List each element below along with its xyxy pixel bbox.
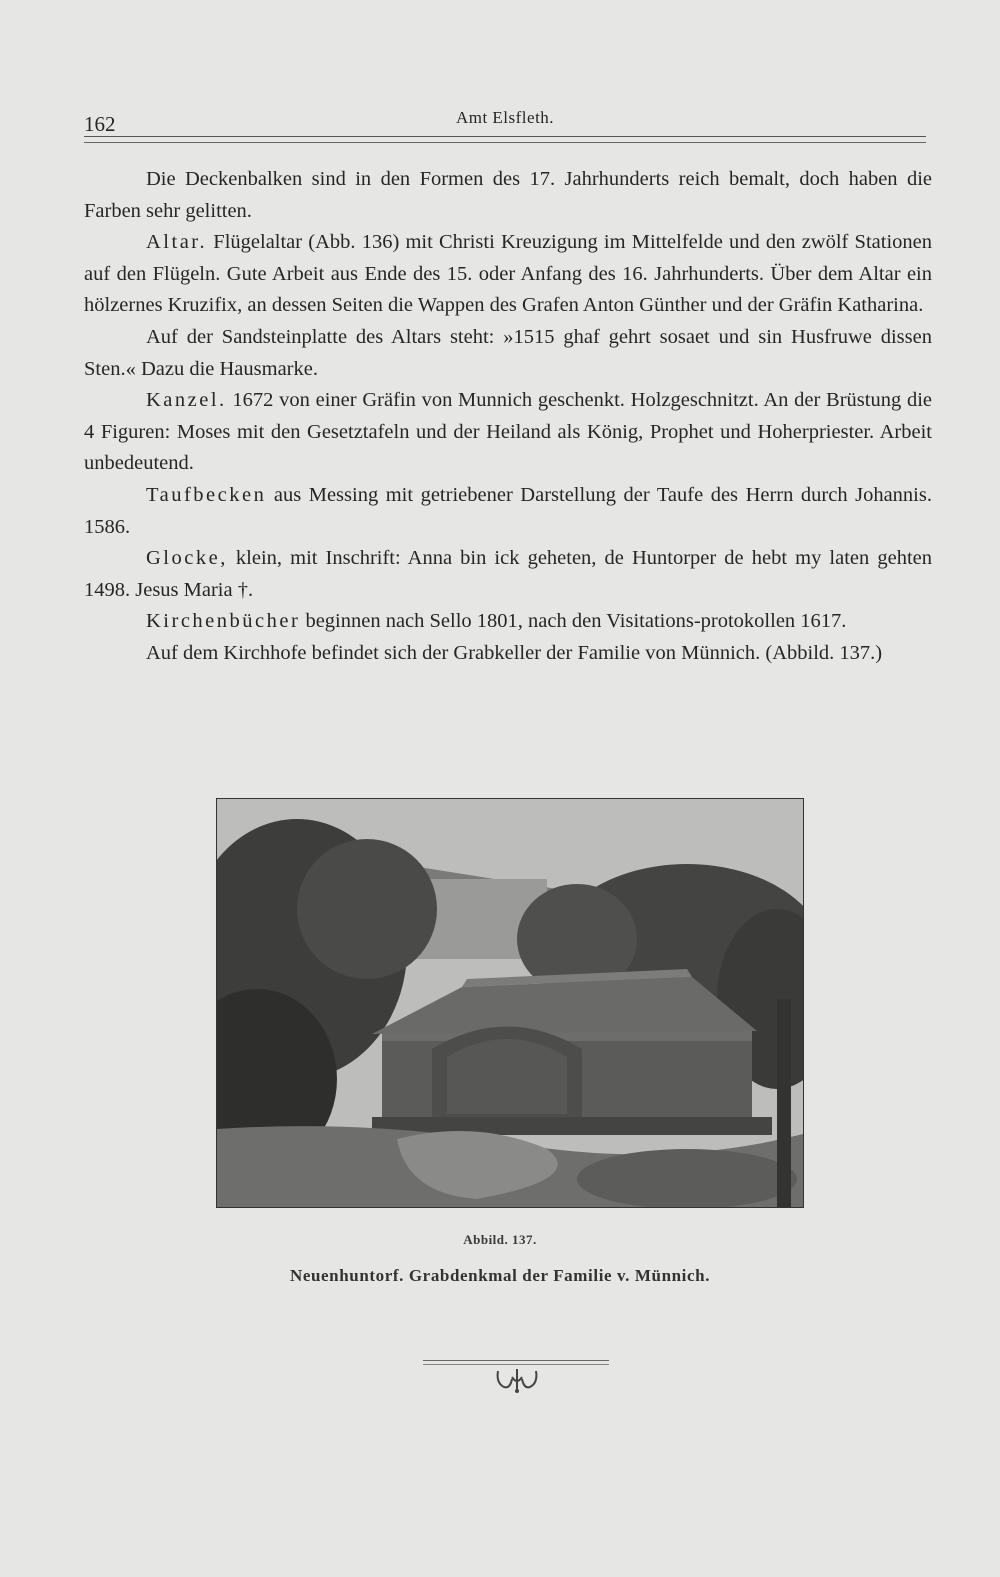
figure-caption: Neuenhuntorf. Grabdenkmal der Familie v. Münnich. [289, 1266, 711, 1285]
figure-label: Abbild. 137. [463, 1232, 537, 1247]
term-kirchenbuecher: Kirchenbücher [146, 610, 301, 633]
paragraph-font: Taufbecken aus Messing mit getriebener Darstellung der Taufe des Herrn durch Johannis. 1586. [84, 483, 932, 538]
ornament-icon [492, 1365, 542, 1395]
body-text [84, 164, 932, 670]
term-taufbecken: Taufbecken [146, 483, 267, 506]
term-glocke: Glocke, [146, 547, 228, 570]
paragraph-inscription: Auf der Sandsteinplatte des Altars steht: »1515 ghaf gehrt sosaet und sin Husfruwe dissen Sten.« Dazu die Hausmarke. [84, 325, 932, 380]
paragraph-altar: Altar. Flügelaltar (Abb. 136) mit Christi Kreuzigung im Mittelfelde und den zwölf Stationen auf den Flügeln. Gute Arbeit aus Ende des 15. oder Anfang des 16. Jahrhunderts. Über dem Altar ein hölzernes Kruzifix, an dessen Seiten die Wappen des Grafen Anton Günther und der Gräfin Katharina. [84, 231, 932, 317]
page-number: 162 [84, 112, 116, 136]
term-kanzel: Kanzel. [146, 389, 227, 412]
photo-illustration [217, 799, 803, 1207]
page-header [84, 108, 926, 136]
paragraph-ceiling: Die Deckenbalken sind in den Formen des 17. Jahrhunderts reich bemalt, doch haben die Farben sehr gelitten. [84, 168, 932, 222]
grave-monument-photo [216, 798, 804, 1208]
paragraph-registers: Kirchenbücher beginnen nach Sello 1801, nach den Visitations-protokollen 1617. [146, 610, 847, 633]
term-altar: Altar. [146, 231, 208, 254]
paragraph-churchyard: Auf dem Kirchhofe befindet sich der Grabkeller der Familie von Münnich. (Abbild. 137.) [146, 641, 883, 664]
paragraph-bell: Glocke, klein, mit Inschrift: Anna bin ick geheten, de Huntorper de hebt my laten gehten 1498. Jesus Maria †. [84, 547, 932, 601]
running-head: Amt Elsfleth. [455, 108, 555, 127]
header-rule [84, 136, 926, 143]
paragraph-pulpit: Kanzel. 1672 von einer Gräfin von Munnich geschenkt. Holzgeschnitzt. An der Brüstung die 4 Figuren: Moses mit den Gesetztafeln und der Heiland als König, Prophet und Hoherpriester. Arbeit unbedeutend. [84, 389, 932, 475]
